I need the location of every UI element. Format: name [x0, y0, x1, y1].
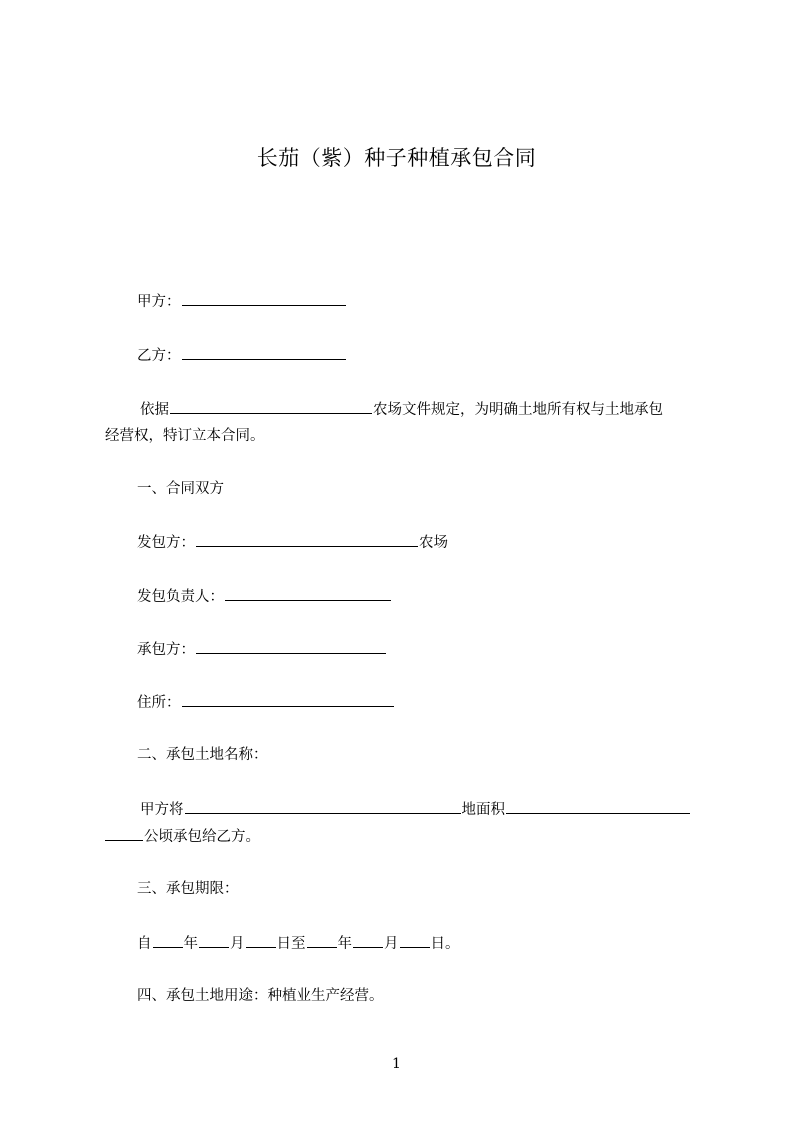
party-b-blank[interactable]: [182, 345, 346, 360]
land-continuation-line: [105, 826, 260, 847]
contractee-label: 承包方：: [137, 642, 195, 658]
contractor-rep-blank[interactable]: [225, 586, 391, 601]
term-month-1: 月: [230, 936, 245, 952]
contractor-blank[interactable]: [196, 532, 418, 547]
land-middle: 地面积: [461, 802, 505, 818]
section-2-heading: 二、承包土地名称：: [137, 747, 268, 763]
party-b-line: [137, 345, 347, 366]
contractor-rep-line: [137, 586, 392, 607]
contractor-suffix: 农场: [419, 535, 448, 551]
document-title: 长茄（紫）种子种植承包合同: [256, 146, 537, 170]
end-year-blank[interactable]: [307, 933, 337, 948]
contractee-blank[interactable]: [196, 639, 386, 654]
section-4: 四、承包土地用途：种植业生产经营。: [137, 988, 384, 1004]
basis-continuation: 经营权，特订立本合同。: [105, 428, 265, 444]
end-day-blank[interactable]: [400, 933, 430, 948]
party-a-blank[interactable]: [182, 291, 346, 306]
section-1-heading: 一、合同双方: [137, 481, 224, 497]
land-prefix: 甲方将: [140, 802, 184, 818]
contractor-label: 发包方：: [137, 535, 195, 551]
party-a-line: [137, 291, 347, 312]
land-area-blank-cont[interactable]: [105, 826, 143, 841]
basis-line: [140, 399, 663, 420]
term-day-end: 日。: [430, 936, 460, 952]
section-3-heading: 三、承包期限：: [137, 881, 239, 897]
contractor-rep-label: 发包负责人：: [137, 589, 224, 605]
land-continuation: 公顷承包给乙方。: [144, 829, 260, 845]
term-year-2: 年: [337, 936, 352, 952]
address-line: [137, 692, 395, 713]
end-month-blank[interactable]: [353, 933, 383, 948]
address-label: 住所：: [137, 695, 181, 711]
term-day-to: 日至: [276, 936, 306, 952]
party-b-label: 乙方：: [137, 348, 181, 364]
land-name-blank[interactable]: [185, 799, 461, 814]
land-area-blank[interactable]: [506, 799, 690, 814]
basis-prefix: 依据: [140, 402, 169, 418]
basis-blank[interactable]: [170, 399, 372, 414]
party-a-label: 甲方：: [137, 294, 181, 310]
contractor-line: [137, 532, 448, 553]
term-year-1: 年: [183, 936, 198, 952]
contractee-line: [137, 639, 387, 660]
page-number: 1: [392, 1056, 401, 1072]
start-day-blank[interactable]: [246, 933, 276, 948]
basis-suffix: 农场文件规定，为明确土地所有权与土地承包: [373, 402, 663, 418]
start-year-blank[interactable]: [153, 933, 183, 948]
start-month-blank[interactable]: [199, 933, 229, 948]
land-line: [140, 799, 691, 820]
term-from: 自: [137, 936, 152, 952]
term-line: [137, 933, 460, 954]
address-blank[interactable]: [182, 692, 394, 707]
term-month-2: 月: [384, 936, 399, 952]
